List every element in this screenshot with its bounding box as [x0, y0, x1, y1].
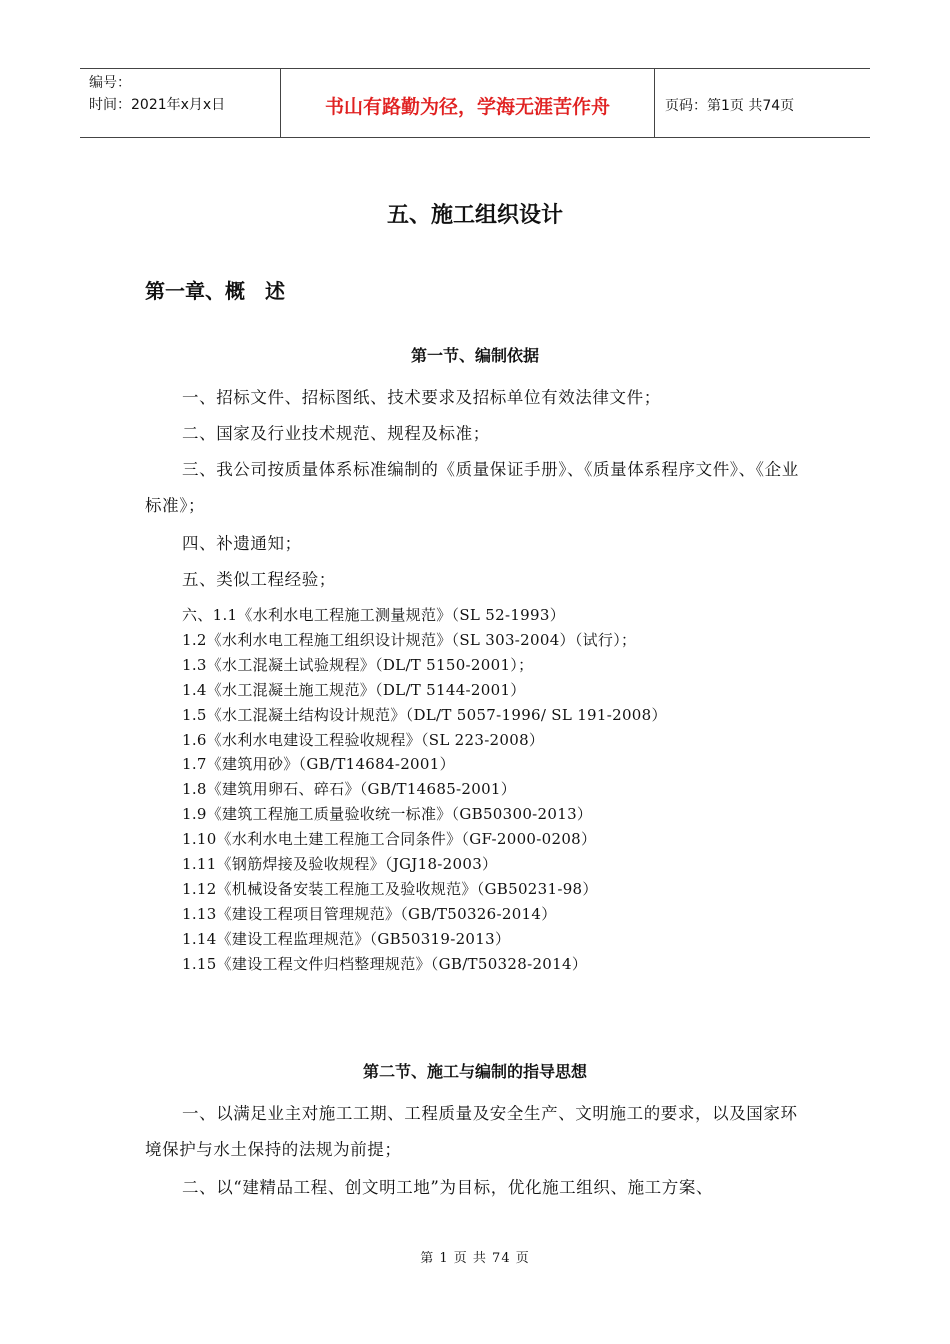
list-item: 1.12《机械设备安装工程施工及验收规范》（GB50231-98） — [182, 879, 598, 898]
list-item: 1.13《建设工程项目管理规范》（GB/T50326-2014） — [182, 904, 557, 923]
paragraph: 一、以满足业主对施工工期、工程质量及安全生产、文明施工的要求，以及国家环境保护与水土保持的法规为前提； — [145, 1104, 798, 1159]
document-title: 五、施工组织设计 — [386, 203, 563, 228]
number-label: 编号： — [89, 75, 131, 91]
list-item: 1.9《建筑工程施工质量验收统一标准》（GB50300-2013） — [182, 805, 593, 824]
paragraph: 三、我公司按质量体系标准编制的《质量保证手册》、《质量体系程序文件》、《企业标准》； — [145, 460, 799, 515]
paragraph: 一、招标文件、招标图纸、技术要求及招标单位有效法律文件； — [182, 388, 661, 407]
paragraph: 二、国家及行业技术规范、规程及标准； — [182, 424, 490, 443]
paragraph: 二、以“建精品工程、创文明工地”为目标，优化施工组织、施工方案、 — [182, 1178, 714, 1197]
time-label: 时间：2021年x月x日 — [89, 97, 226, 113]
section-1-title: 第一节、编制依据 — [410, 346, 539, 365]
list-item: 1.3《水工混凝土试验规程》（DL/T 5150-2001）； — [182, 655, 534, 674]
list-item: 六、1.1《水利水电工程施工测量规范》（SL 52-1993） — [182, 606, 565, 624]
paragraph: 五、类似工程经验； — [182, 570, 336, 589]
list-item: 1.10《水利水电土建工程施工合同条件》（GF-2000-0208） — [182, 830, 597, 849]
header-page-info: 页码：第1页 共74页 — [665, 97, 795, 114]
standards-list — [182, 603, 667, 977]
page-footer: 第 1 页 共 74 页 — [420, 1251, 530, 1266]
list-item: 1.6《水利水电建设工程验收规程》（SL 223-2008） — [182, 730, 545, 749]
list-item: 1.4《水工混凝土施工规范》（DL/T 5144-2001） — [182, 680, 526, 699]
paragraph: 四、补遗通知； — [182, 534, 302, 553]
list-item: 1.5《水工混凝土结构设计规范》（DL/T 5057-1996/ SL 191-2008） — [182, 705, 667, 724]
list-item: 1.15《建设工程文件归档整理规范》（GB/T50328-2014） — [182, 954, 588, 973]
header-meta — [80, 69, 280, 137]
list-item: 1.8《建筑用卵石、碎石》（GB/T14685-2001） — [182, 780, 517, 799]
page-header — [80, 68, 870, 138]
chapter-title: 第一章、概 述 — [145, 279, 285, 303]
list-item: 1.7《建筑用砂》（GB/T14684-2001） — [182, 755, 455, 774]
section-2-title: 第二节、施工与编制的指导思想 — [362, 1062, 587, 1081]
list-item: 1.14《建设工程监理规范》（GB50319-2013） — [182, 929, 511, 948]
list-item: 1.2《水利水电工程施工组织设计规范》（SL 303-2004）（试行）； — [182, 630, 637, 649]
header-motto: 书山有路勤为径，学海无涯苦作舟 — [280, 69, 655, 137]
list-item: 1.11《钢筋焊接及验收规程》（JGJ18-2003） — [182, 855, 498, 874]
